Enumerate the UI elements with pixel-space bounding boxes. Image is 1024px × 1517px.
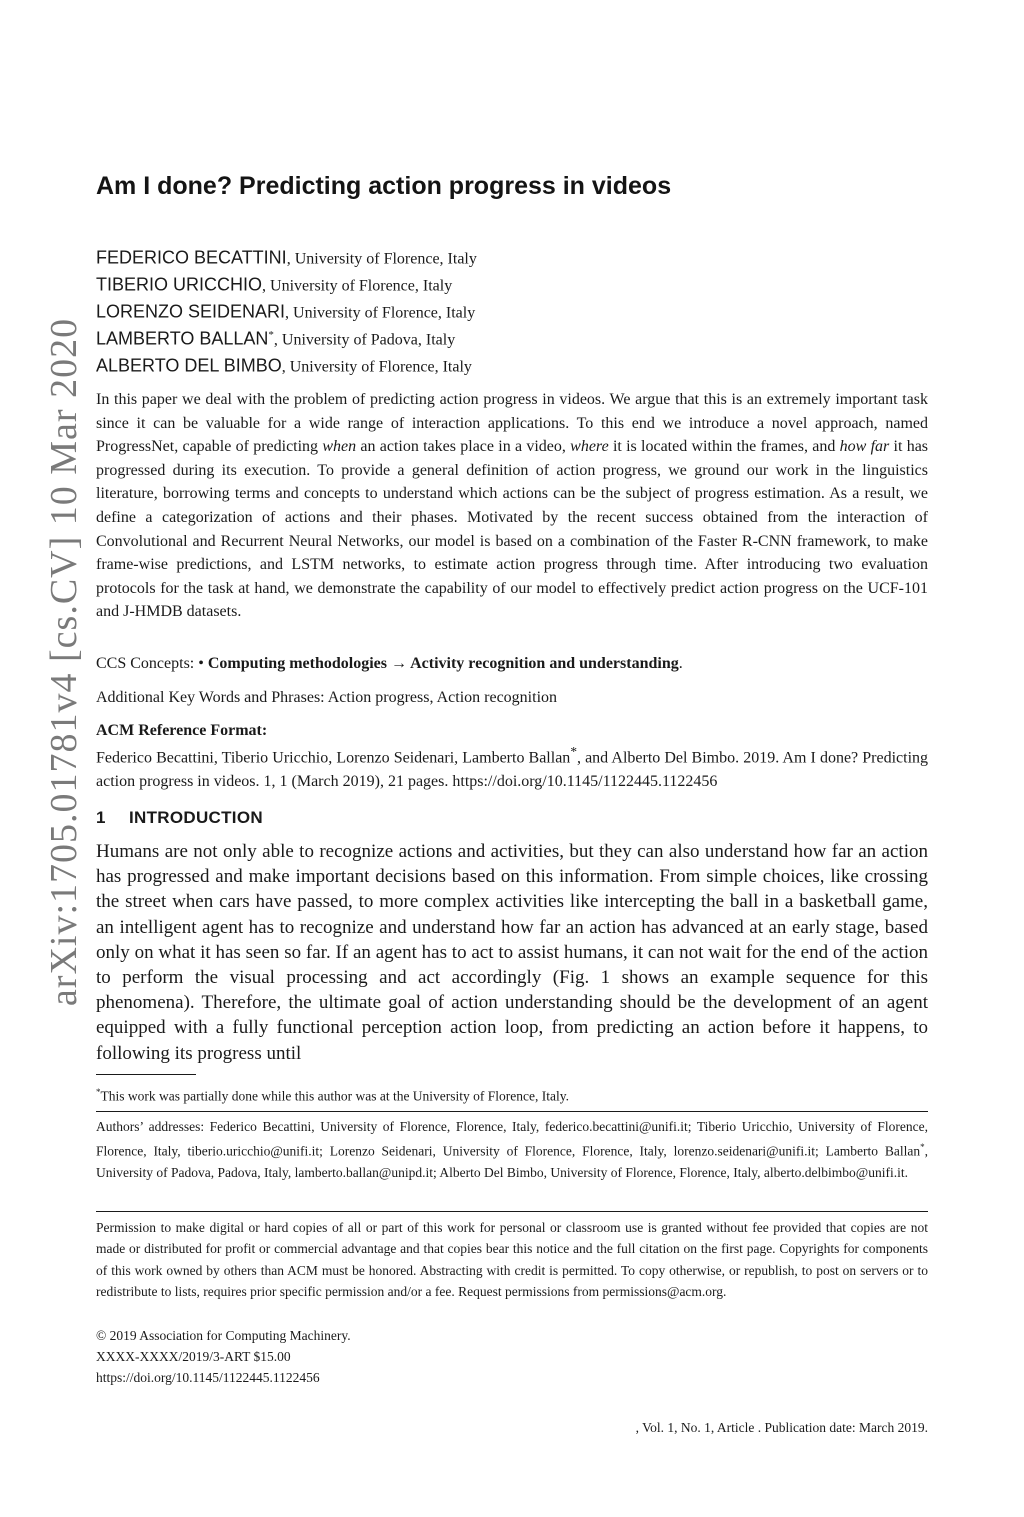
- abstract-text: In this paper we deal with the problem of predicting action progress in videos. We argue that this is an extremely important task since it can be valuable for a wide range of interaction applications. To this end we introduce a novel approach, named ProgressNet, capable of predicting: [96, 391, 928, 456]
- acm-reference-text: Federico Becattini, Tiberio Uricchio, Lorenzo Seidenari, Lamberto Ballan: [96, 749, 571, 767]
- introduction-paragraph: Humans are not only able to recognize actions and activities, but they can also understand how far an action has progressed and make important decisions based on this information. From simple choices, like crossing the street when cars have passed, to more complex activities like intercepting the ball in a basketball game, an intelligent agent has to recognize and understand how far an action has advanced at an early stage, based only on what it has seen so far. If an agent has to act to assist humans, it can not wait for the end of the action to perform the visual processing and act accordingly (Fig. 1 shows an example sequence for this phenomena). Therefore, the ultimate goal of action understanding should be the development of an agent equipped with a fully functional perception action loop, from predicting an action before it happens, to following its progress until: [96, 841, 928, 1064]
- doi-line: https://doi.org/10.1145/1122445.1122456: [96, 1370, 320, 1385]
- footnote-text: This work was partially done while this author was at the University of Florence, Italy.: [100, 1088, 570, 1104]
- section-title: INTRODUCTION: [129, 808, 263, 827]
- ccs-prefix: CCS Concepts: •: [96, 655, 208, 672]
- author-entry: [96, 241, 928, 268]
- issn-line: XXXX-XXXX/2019/3-ART $15.00: [96, 1349, 291, 1364]
- permission-notice: Permission to make digital or hard copies of all or part of this work for personal or classroom use is granted without fee provided that copies are not made or distributed for profit or commercial advantage and that copies bear this notice and the full citation on the first page. Copyrights for components of this work owned by others than ACM must be honored. Abstracting with credit is permitted. To copy otherwise, or republish, to post on servers or to redistribute to lists, requires prior specific permission and/or a fee. Request permissions from permissions@acm.org.: [96, 1220, 928, 1299]
- ccs-suffix: .: [678, 655, 683, 672]
- author-list: [96, 241, 928, 376]
- author-affiliation: , University of Padova, Italy: [273, 331, 456, 349]
- abstract-emphasis: how far: [839, 438, 890, 456]
- author-name: FEDERICO BECATTINI: [96, 247, 287, 268]
- divider: [96, 1111, 928, 1112]
- author-mark: *: [268, 329, 274, 341]
- author-entry: [96, 349, 928, 376]
- section-heading: [96, 808, 263, 828]
- footnote: [96, 1082, 569, 1107]
- ccs-subconcept: Activity recognition and understanding: [410, 655, 679, 672]
- footnote-rule: [96, 1074, 196, 1075]
- addresses-text: , University of Padova, Padova, Italy, lamberto.ballan@unipd.it; Alberto Del Bimbo, University of Florence, Florence, Italy, alberto.delbimbo@unifi.it.: [96, 1143, 928, 1181]
- abstract-text: an action takes place in a video,: [356, 438, 571, 456]
- paper-title: Am I done? Predicting action progress in videos: [96, 172, 672, 200]
- section-number: 1: [96, 808, 106, 827]
- author-entry: [96, 322, 928, 349]
- abstract-emphasis: when: [322, 438, 357, 456]
- acm-reference-heading: ACM Reference Format:: [96, 722, 268, 739]
- author-name: TIBERIO URICCHIO: [96, 274, 263, 295]
- acm-reference-text: , and Alberto Del Bimbo. 2019. Am I done? Predicting action progress in videos. 1, 1 (March 2019), 21 pages. https://doi.org/10.1145/1122445.1122456: [96, 749, 929, 791]
- author-entry: [96, 295, 928, 322]
- acm-reference-mark: *: [570, 744, 577, 759]
- author-entry: [96, 268, 928, 295]
- divider: [96, 1211, 928, 1212]
- footnote-mark: *: [96, 1087, 101, 1097]
- ccs-concept: Computing methodologies: [207, 655, 387, 672]
- acm-reference: [96, 740, 928, 794]
- author-affiliation: , University of Florence, Italy: [281, 358, 472, 376]
- authors-addresses: [96, 1116, 928, 1183]
- author-affiliation: , University of Florence, Italy: [286, 250, 477, 268]
- keywords: Additional Key Words and Phrases: Action progress, Action recognition: [96, 689, 558, 706]
- author-affiliation: , University of Florence, Italy: [262, 277, 453, 295]
- author-name: LAMBERTO BALLAN: [96, 328, 269, 349]
- copyright-line: © 2019 Association for Computing Machinery.: [96, 1328, 351, 1343]
- author-affiliation: , University of Florence, Italy: [285, 304, 476, 322]
- arxiv-identifier: arXiv:1705.01781v4 [cs.CV] 10 Mar 2020: [43, 317, 85, 1007]
- abstract: [96, 388, 928, 624]
- author-name: ALBERTO DEL BIMBO: [96, 355, 282, 376]
- running-footer: , Vol. 1, No. 1, Article . Publication date: March 2019.: [635, 1420, 928, 1435]
- abstract-text: it has progressed during its execution. To provide a general definition of action progress, we ground our work in the linguistics literature, borrowing terms and concepts to understand which actions can be the subject of progress estimation. As a result, we define a categorization of actions and their phases. Motivated by the recent success obtained from the interaction of Convolutional and Recurrent Neural Networks, our model is based on a combination of the Faster R-CNN framework, to make frame-wise predictions, and LSTM networks, to estimate action progress through time. After introducing two evaluation protocols for the task at hand, we demonstrate the capability of our model to effectively predict action progress on the UCF-101 and J-HMDB datasets.: [96, 438, 929, 621]
- ccs-concepts: [96, 652, 683, 676]
- abstract-text: it is located within the frames, and: [608, 438, 840, 456]
- addresses-mark: *: [920, 1142, 925, 1153]
- author-name: LORENZO SEIDENARI: [96, 301, 286, 322]
- abstract-emphasis: where: [570, 438, 609, 456]
- ccs-arrow: →: [386, 655, 411, 672]
- addresses-text: Authors’ addresses: Federico Becattini, University of Florence, Florence, Italy, federico.becattini@unifi.it; Tiberio Uricchio, University of Florence, Florence, Italy, tiberio.uricchio@unifi.it; Lorenzo Seidenari, University of Florence, Florence, Italy, lorenzo.seidenari@unifi.it; Lamberto Ballan: [96, 1119, 928, 1159]
